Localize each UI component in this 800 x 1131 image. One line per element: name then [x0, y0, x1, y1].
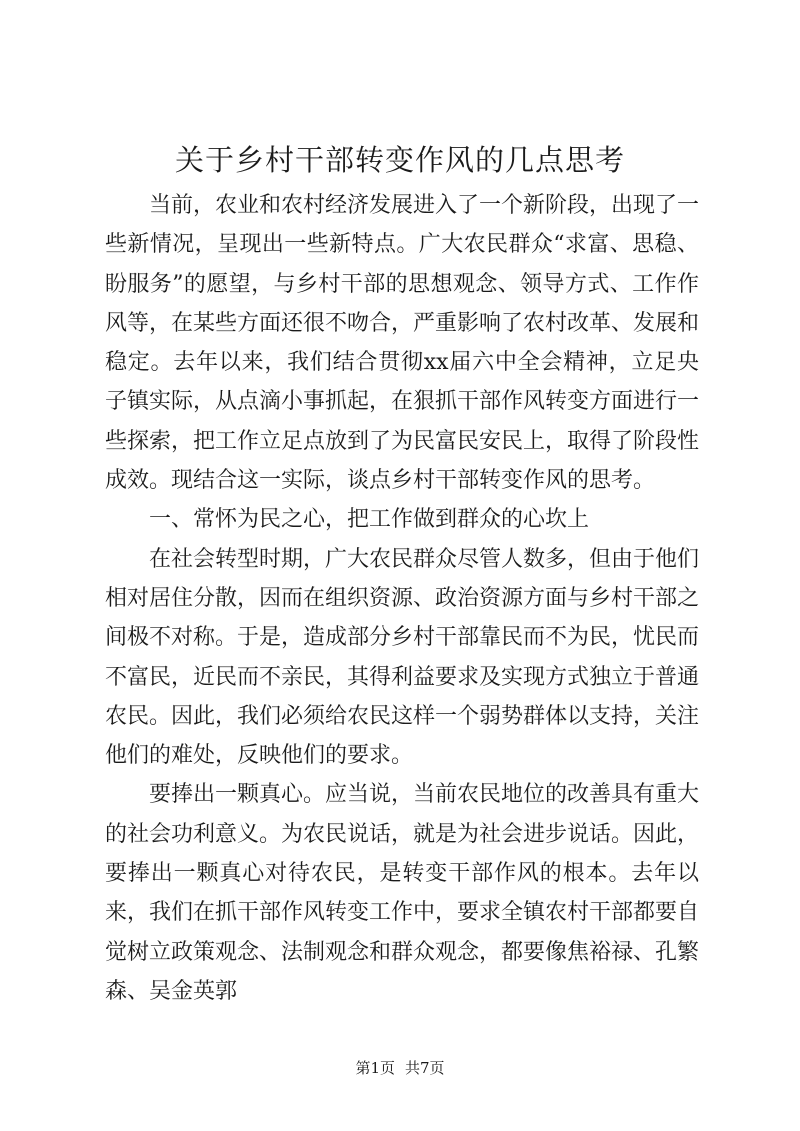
document-body — [105, 186, 699, 1011]
page-footer — [0, 1058, 800, 1078]
paragraph-sincerity: 要捧出一颗真心。应当说，当前农民地位的改善具有重大的社会功利意义。为农民说话，就是为社会进步说话。因此，要捧出一颗真心对待农民，是转变干部作风的根本。去年以来，我们在抓干部作风转变工作中，要求全镇农村干部都要自觉树立政策观念、法制观念和群众观念，都要像焦裕禄、孔繁森、吴金英郭 — [105, 782, 700, 1004]
paragraph-section-1: 在社会转型时期，广大农民群众尽管人数多，但由于他们相对居住分散，因而在组织资源、政治资源方面与乡村干部之间极不对称。于是，造成部分乡村干部靠民而不为民，忧民而不富民，近民而不亲民，其得利益要求及实现方式独立于普通农民。因此，我们必须给农民这样一个弱势群体以支持，关注他们的难处，反映他们的要求。 — [105, 546, 700, 769]
section-heading-1: 一、常怀为民之心，把工作做到群众的心坎上 — [149, 507, 590, 533]
paragraph-intro: 当前，农业和农村经济发展进入了一个新阶段，出现了一些新情况，呈现出一些新特点。广大农民群众“求富、思稳、盼服务”的愿望，与乡村干部的思想观念、领导方式、工作作风等，在某些方面还很不吻合，严重影响了农村改革、发展和稳定。去年以来，我们结合贯彻xx届六中全会精神，立足央子镇实际，从点滴小事抓起，在狠抓干部作风转变方面进行一些探索，把工作立足点放到了为民富民安民上，取得了阶段性成效。现结合这一实际，谈点乡村干部转变作风的思考。 — [105, 193, 700, 494]
page-number: 第1页 — [355, 1059, 395, 1077]
document-title: 关于乡村干部转变作风的几点思考 — [174, 143, 625, 177]
page-total: 共7页 — [405, 1059, 445, 1077]
